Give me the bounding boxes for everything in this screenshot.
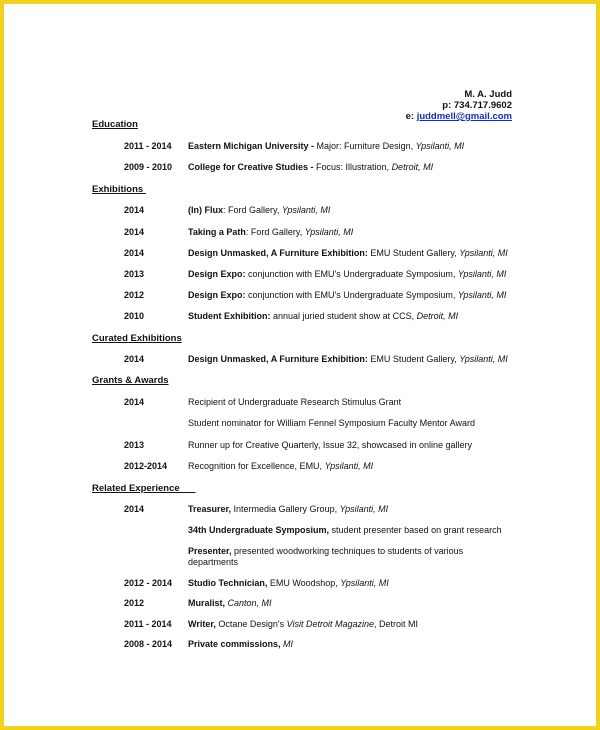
resume-page: M. A. Judd p: 734.717.9602 e: juddmell@gmail.com Education 2011 - 2014 Eastern Michigan University - Major: Furniture Design, Ypsilanti, MI 2009 - 2010 College for Creative Studies - Focus: Illustration, Detroit, MI Exhibitions 2014 (In) Flux: Ford Gallery, Ypsilanti, MI 2014 Taking a Path: Ford Gallery, Ypsilanti, MI 2014 Design Unmasked, A Furniture Exhibition: EMU Student Gallery, Ypsilanti, MI 2013 Design Expo: conjunction with EMU's Undergraduate Symposium, Ypsilanti, MI 2012 Design Expo: conjunction with EMU's Undergraduate Symposium, Ypsilanti, MI 2010 Student Exhibition: annual juried student show at CCS, Detroit, MI Curated Exhibitions 2014 Design Unmasked, A Furniture Exhibition: EMU Student Gallery, Ypsilanti, MI Grants & Awards 2014 Recipient of Undergraduate Research Stimulus Grant Student nominator for William Fennel Symposium Faculty Mentor Award 2013 Runner up for Creative Quarterly, Issue 32, showcased in online gallery 2012-2014 Recognition for Excellence, EMU, Ypsilanti, MI Related Experience 2014 Treasurer, Intermedia Gallery Group, Ypsilanti, MI 34th Undergraduate Symposium, student presenter based on grant research Presenter, presented woodworking techniques to students of various departments 2012 - 2014 Studio Technician, EMU Woodshop, Ypsilanti, MI 2012 Muralist, Canton, MI 2011 - 2014 Writer, Octane Design's Visit Detroit Magazine, Detroit MI 2008 - 2014 Private commissions, MI xyxy=(4,4,596,726)
email-line: e: juddmell@gmail.com xyxy=(405,111,512,122)
section-exhibitions: Exhibitions xyxy=(92,184,146,195)
contact-header xyxy=(4,89,512,122)
phone: p: 734.717.9602 xyxy=(442,100,512,111)
section-grants: Grants & Awards xyxy=(92,375,169,386)
email-link[interactable]: juddmell@gmail.com xyxy=(416,111,512,122)
name: M. A. Judd xyxy=(464,89,512,100)
section-education: Education xyxy=(92,119,138,130)
section-curated: Curated Exhibitions xyxy=(92,333,182,344)
section-experience: Related Experience xyxy=(92,483,196,494)
